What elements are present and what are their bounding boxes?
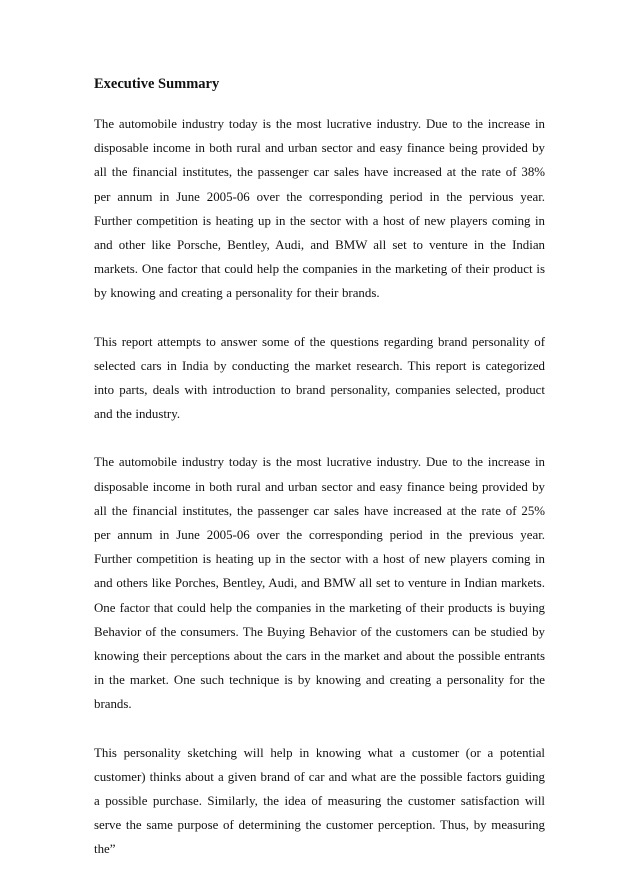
paragraph-2: This report attempts to answer some of the questions regarding brand personality of selected cars in India by conducting the market research. This report is categorized into parts, deals with introduction to brand personality, companies selected, product and the industry.: [94, 334, 545, 422]
paragraph-1: The automobile industry today is the most lucrative industry. Due to the increase in disposable income in both rural and urban sector and easy finance being provided by all the financial institutes, the passenger car sales have increased at the rate of 38% per annum in June 2005-06 over the corresponding period in the pervious year. Further competition is heating up in the sector with a host of new players coming in and other like Porsche, Bentley, Audi, and BMW all set to venture in the Indian markets. One factor that could help the companies in the marketing of their product is by knowing and creating a personality for their brands.: [94, 117, 545, 301]
paragraph-3: The automobile industry today is the most lucrative industry. Due to the increase in disposable income in both rural and urban sector and easy finance being provided by all the financial institutes, the passenger car sales have increased at the rate of 25% per annum in June 2005-06 over the corresponding period in the previous year. Further competition is heating up in the sector with a host of new players coming in and others like Porches, Bentley, Audi, and BMW all set to venture in Indian markets. One factor that could help the companies in the marketing of their products is buying Behavior of the consumers. The Buying Behavior of the customers can be studied by knowing their perceptions about the cars in the market and about the possible entrants in the market. One such technique is by knowing and creating a personality for the brands.: [94, 455, 545, 712]
section-title: Executive Summary: [94, 76, 220, 92]
document-body: [94, 72, 545, 886]
paragraph-4: This personality sketching will help in knowing what a customer (or a potential customer) thinks about a given brand of car and what are the possible factors guiding a possible purchase. Similarly, the idea of measuring the customer satisfaction will serve the same purpose of determining the customer perception. Thus, by measuring the”: [94, 745, 545, 857]
